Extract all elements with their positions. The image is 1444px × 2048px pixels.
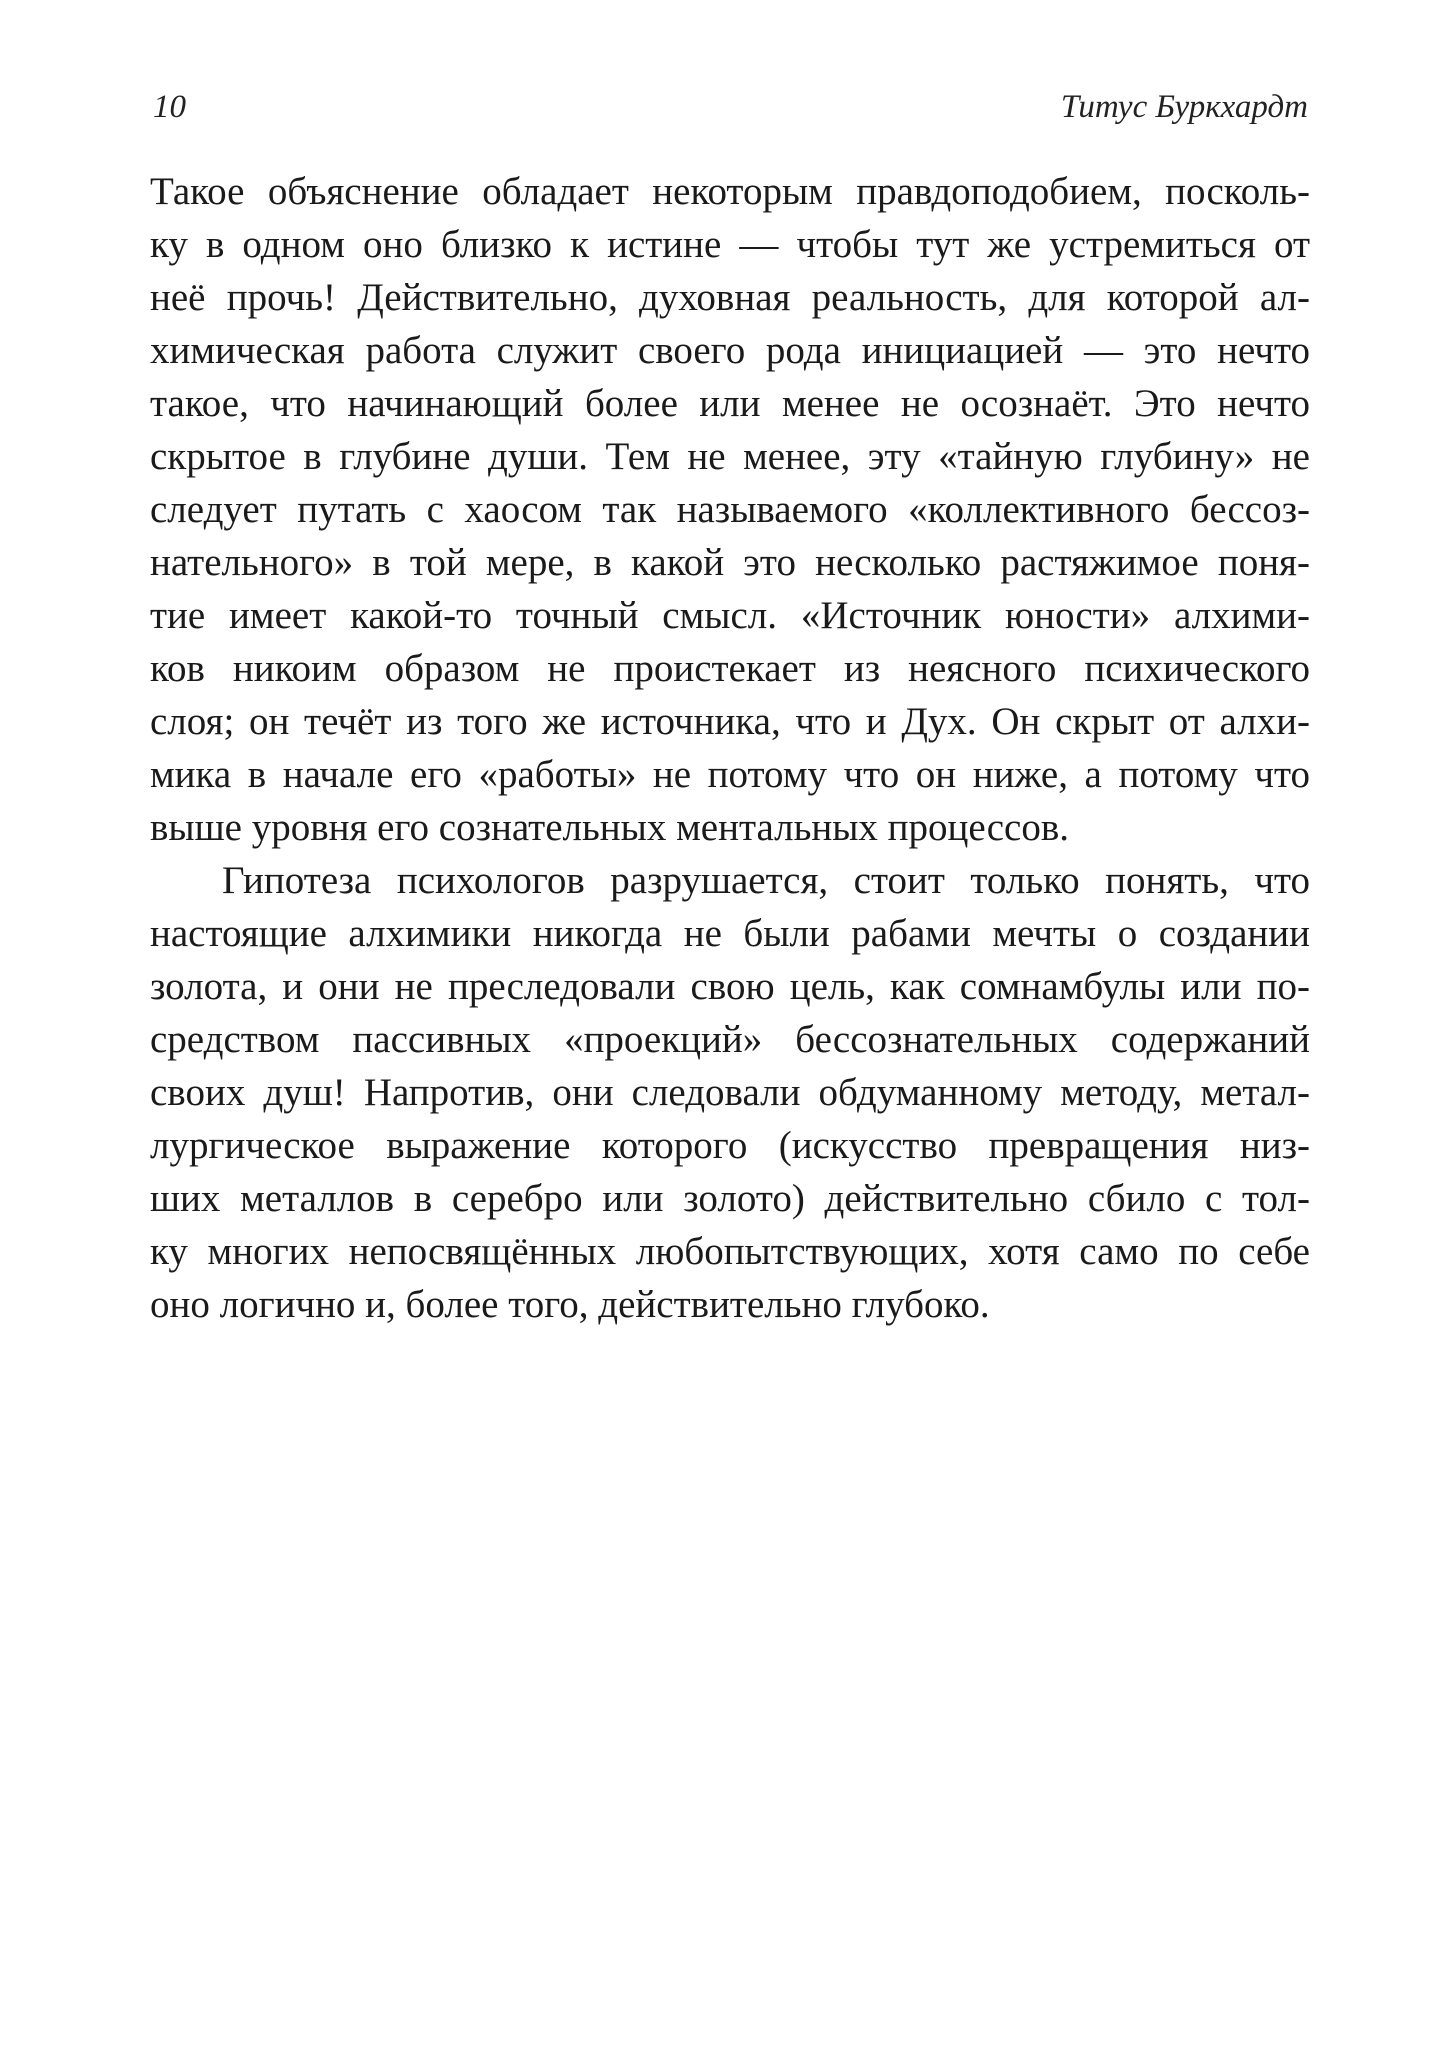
text-line: слоя; он течёт из того же источника, что и Дух. Он скрыт от алхи- [150,700,1310,743]
paragraph-1 [150,165,1310,854]
text-line: Гипотеза психологов разрушается, стоит только понять, что [222,859,1310,902]
text-line: выше уровня его сознательных ментальных процессов. [150,806,1069,849]
text-line: ших металлов в серебро или золото) действительно сбило с тол- [150,1177,1310,1220]
text-line: скрытое в глубине души. Тем не менее, эту «тайную глубину» не [150,435,1310,478]
text-line: мика в начале его «работы» не потому что он ниже, а потому что [150,753,1310,796]
text-line: следует путать с хаосом так называемого «коллективного бессоз- [150,488,1310,531]
text-line: лургическое выражение которого (искусство превращения низ- [150,1124,1310,1167]
text-line: ку многих непосвящённых любопытствующих, хотя само по себе [150,1230,1310,1273]
text-line: золота, и они не преследовали свою цель, как сомнамбулы или по- [150,965,1310,1008]
text-line: настоящие алхимики никогда не были рабами мечты о создании [150,912,1310,955]
page-number: 10 [153,89,186,125]
text-line: нательного» в той мере, в какой это несколько растяжимое поня- [150,541,1310,584]
body-text [150,165,1310,1331]
text-line: Такое объяснение обладает некоторым правдоподобием, посколь- [150,170,1310,213]
text-line: оно логично и, более того, действительно глубоко. [150,1283,990,1326]
text-line: тие имеет какой-то точный смысл. «Источник юности» алхими- [150,594,1310,637]
running-head [153,82,1308,132]
text-line: химическая работа служит своего рода инициацией — это нечто [150,329,1310,372]
text-line: такое, что начинающий более или менее не осознаёт. Это нечто [150,382,1310,425]
text-line: своих душ! Напротив, они следовали обдуманному методу, метал- [150,1071,1310,1114]
text-line: неё прочь! Действительно, духовная реальность, для которой ал- [150,276,1310,319]
running-head-author: Титус Буркхардт [1060,89,1308,125]
text-line: ков никоим образом не проистекает из неясного психического [150,647,1310,690]
text-line: средством пассивных «проекций» бессознательных содержаний [150,1018,1310,1061]
text-line: ку в одном оно близко к истине — чтобы тут же устремиться от [150,223,1310,266]
paragraph-2 [150,854,1310,1331]
